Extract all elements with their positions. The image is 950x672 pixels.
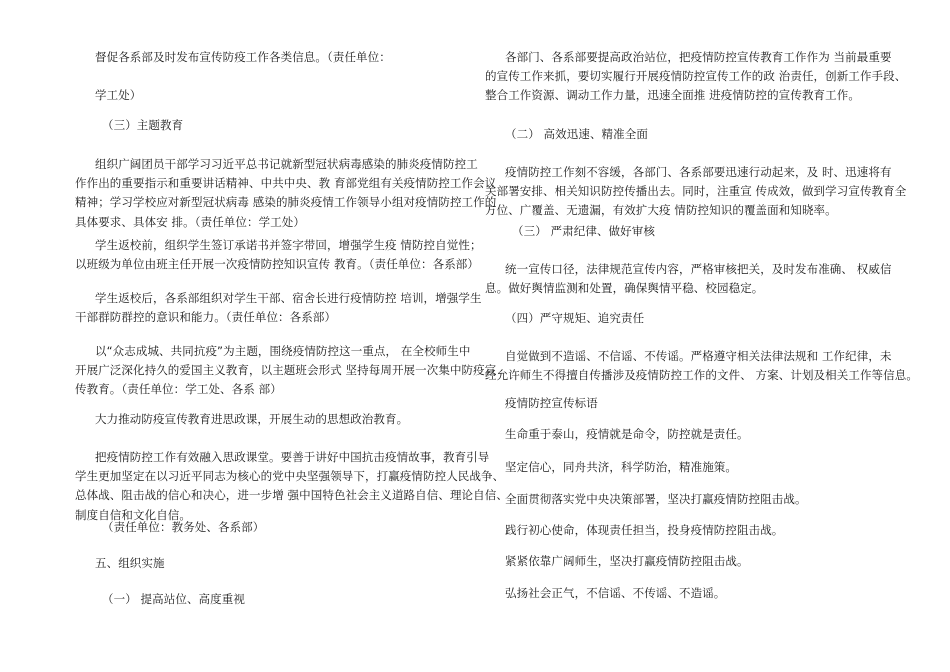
right-paragraph [485, 458, 895, 477]
text-line: 息。做好舆情监测和处置，确保舆情平稳、校园稳定。 [485, 281, 764, 296]
text-line: （二） 高效迅速、精准全面 [505, 127, 648, 141]
left-paragraph [75, 86, 485, 105]
text-line: 五、组织实施 [95, 556, 165, 570]
text-line: 疫情防控宣传标语 [505, 396, 598, 410]
text-line: 传教育。（责任单位：学工处、各系 部） [75, 382, 282, 397]
text-line: 干部群防群控的意识和能力。（责任单位：各系部） [75, 310, 337, 325]
right-paragraph [485, 584, 895, 603]
left-paragraph [75, 48, 485, 67]
text-line: 学工处） [95, 88, 142, 102]
text-line: 大力推动防疫宣传教育进思政课，开展生动的思想政治教育。 [95, 412, 409, 426]
text-line: 的宣传工作来抓，要切实履行开展疫情防控宣传工作的政 治责任，创新工作手段、 [485, 69, 907, 84]
right-paragraph [485, 552, 895, 571]
right-paragraph [485, 222, 895, 241]
text-line: 方位、广覆盖、无遗漏，有效扩大疫 情防控知识的覆盖面和知晓率。 [485, 203, 837, 218]
text-line: 开展广泛深化持久的爱国主义教育，以主题班会形式 坚持每周开展一次集中防疫宣 [75, 363, 497, 378]
left-paragraph [75, 448, 508, 525]
left-paragraph [75, 116, 485, 135]
text-line: （四）严守规矩、追究责任 [505, 311, 645, 325]
text-line: 统一宣传口径，法律规范宣传内容，严格审核把关，及时发布准确、 权威信 [505, 262, 892, 276]
text-line: 自觉做到不造谣、不信谣、不传谣。严格遵守相关法律法规和 工作纪律，未 [505, 349, 892, 363]
text-line: （责任单位：教务处、各系部） [102, 520, 265, 534]
left-paragraph [75, 289, 485, 327]
text-line: 制度自信和文化自信。 [75, 507, 191, 522]
left-paragraph [75, 236, 485, 274]
text-line: 全面贯彻落实党中央决策部署，坚决打赢疫情防控阻击战。 [505, 492, 807, 506]
text-line: 各部门、各系部要提高政治站位，把疫情防控宣传教育工作作为 当前最重要 [505, 50, 892, 64]
text-line: 经允许师生不得擅自传播涉及疫情防控工作的文件、 方案、计划及相关工作等信息。 [485, 368, 918, 383]
text-line: （一） 提高站位、高度重视 [102, 592, 245, 606]
text-line: 学生返校前，组织学生签订承诺书并签字带回，增强学生疫 情防控自觉性； [95, 238, 482, 252]
text-line: 以班级为单位由班主任开展一次疫情防控知识宣传 教育。（责任单位：各系部） [75, 257, 480, 272]
text-line: 学生返校后，各系部组织对学生干部、宿舍长进行疫情防控 培训，增强学生 [95, 291, 482, 305]
right-paragraph [485, 425, 895, 444]
text-line: 总体战、阻击战的信心和决心，进一步增 强中国特色社会主义道路自信、理论自信、 [75, 488, 508, 503]
text-line: 把疫情防控工作有效融入思政课堂。要善于讲好中国抗击疫情故事，教育引导 [95, 450, 490, 464]
left-paragraph [75, 342, 497, 400]
text-line: 精神；学习学校应对新型冠状病毒 感染的肺炎疫情工作领导小组对疫情防控工作的 [75, 195, 497, 210]
text-line: 坚定信心，同舟共济，科学防治，精准施策。 [505, 460, 737, 474]
text-line: 组织广阔团员干部学习习近平总书记就新型冠状病毒感染的肺炎疫情防控工 [95, 157, 478, 171]
right-paragraph [485, 490, 895, 509]
right-paragraph [485, 48, 907, 106]
left-paragraph [75, 410, 485, 429]
text-line: （三）主题教育 [102, 118, 184, 132]
text-line: 督促各系部及时发布宣传防疫工作各类信息。（责任单位： [95, 50, 391, 64]
right-paragraph [485, 394, 895, 413]
right-paragraph [485, 309, 895, 328]
text-line: 以“众志成城、共同抗疫”为主题，围绕疫情防控这一重点， 在全校师生中 [95, 344, 471, 358]
text-line: 关部署安排、相关知识防控传播出去。同时，注重宣 传成效，做到学习宣传教育全 [485, 184, 907, 199]
text-line: 学生更加坚定在以习近平同志为核心的党中央坚强领导下，打赢疫情防控人民战争、 [75, 469, 505, 484]
right-paragraph [485, 125, 895, 144]
left-paragraph [75, 155, 497, 232]
text-line: 践行初心使命，体现责任担当，投身疫情防控阻击战。 [505, 523, 784, 537]
text-line: 具体要求、具体安 排。（责任单位：学工处） [75, 214, 306, 229]
text-line: 紧紧依靠广阔师生，坚决打赢疫情防控阻击战。 [505, 554, 749, 568]
text-line: （三） 严肃纪律、做好审核 [512, 224, 655, 238]
left-paragraph [75, 518, 485, 537]
right-paragraph [485, 260, 895, 298]
right-paragraph [485, 347, 918, 385]
text-line: 生命重于泰山，疫情就是命令，防控就是责任。 [505, 427, 749, 441]
right-paragraph [485, 163, 907, 221]
text-line: 弘扬社会正气，不信谣、不传谣、不造谣。 [505, 586, 726, 600]
text-line: 作作出的重要指示和重要讲话精神、中共中央、教 育部党组有关疫情防控工作会议 [75, 176, 497, 191]
left-paragraph [75, 554, 485, 573]
text-line: 疫情防控工作刻不容缓，各部门、各系部要迅速行动起来，及 时、迅速将有 [505, 165, 892, 179]
text-line: 整合工作资源、调动工作力量，迅速全面推 进疫情防控的宣传教育工作。 [485, 88, 860, 103]
right-paragraph [485, 521, 895, 540]
left-paragraph [75, 590, 485, 609]
